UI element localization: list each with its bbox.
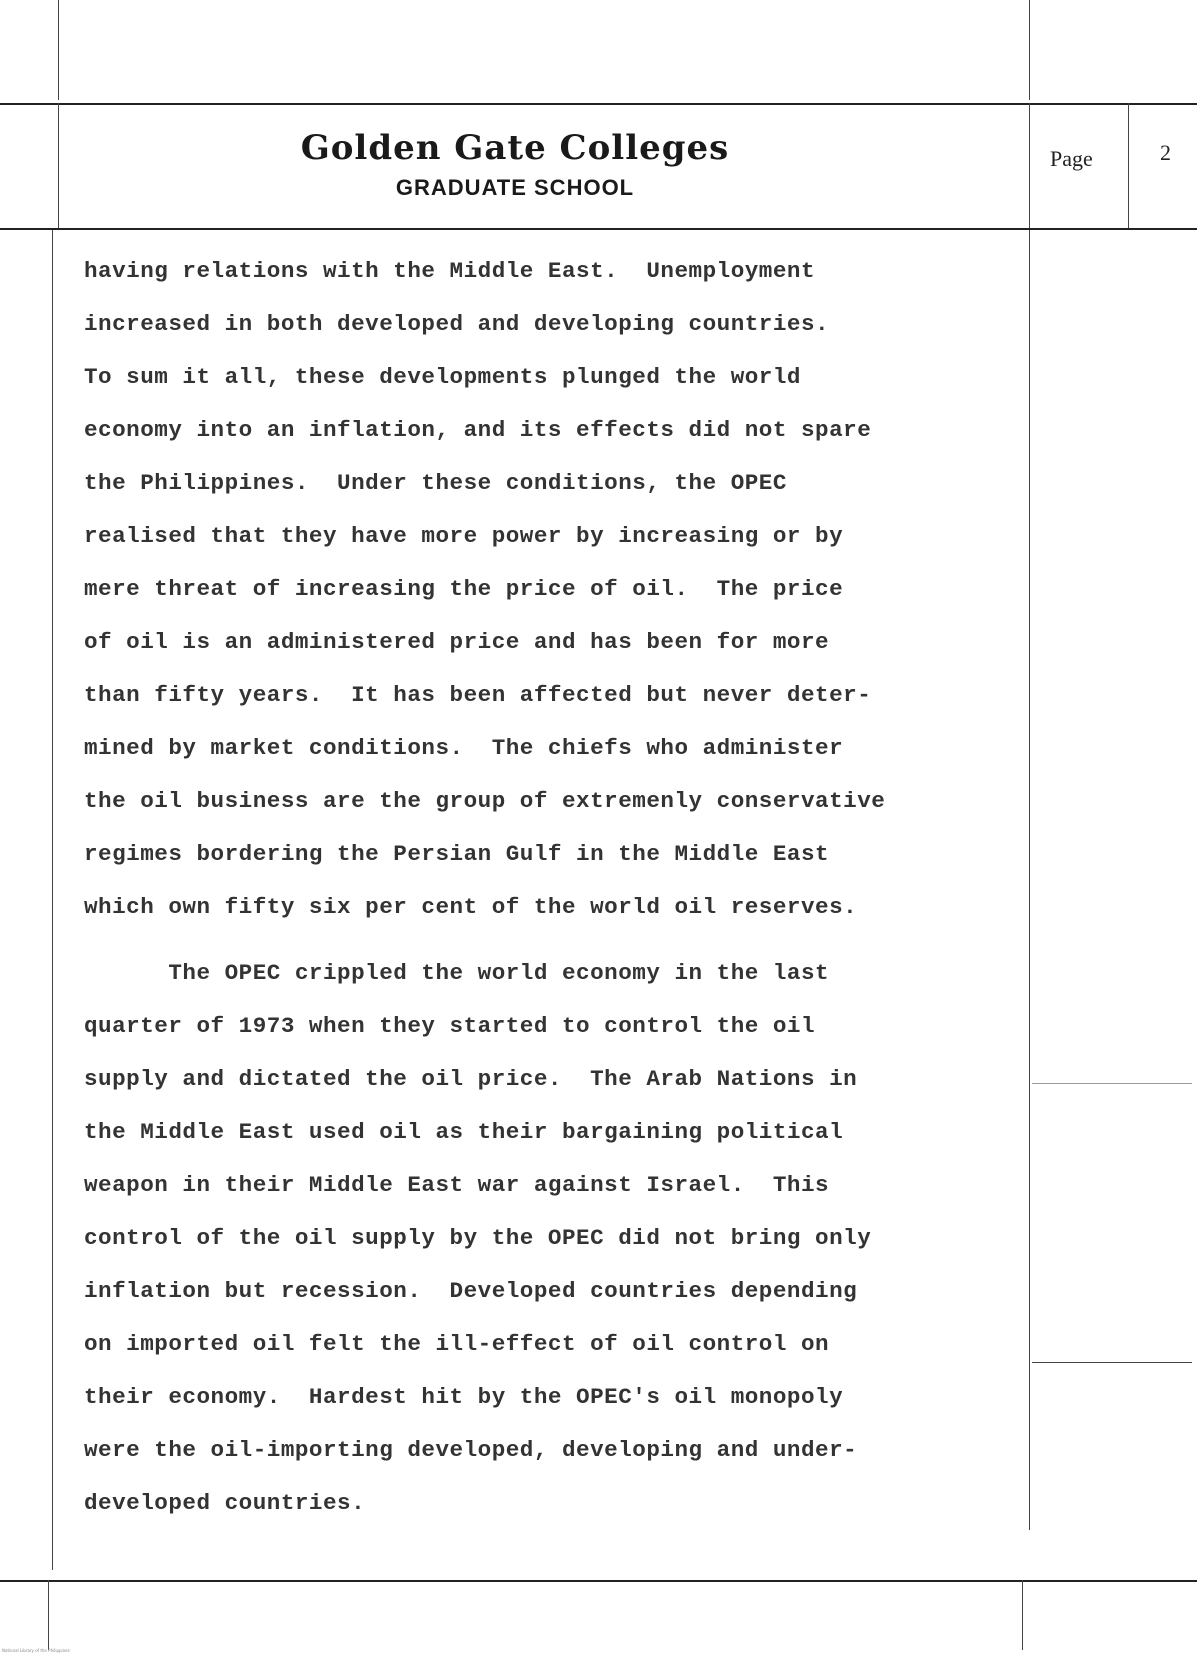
- microfilm-note: National Library of the Philippines: [2, 1648, 70, 1653]
- page-number: 2: [1160, 140, 1171, 165]
- body-line: than fifty years. It has been affected but never deter-: [84, 682, 872, 708]
- body-line: on imported oil felt the ill-effect of oil control on: [84, 1331, 830, 1357]
- body-line: mined by market conditions. The chiefs who administer: [84, 735, 844, 761]
- body-line: regimes bordering the Persian Gulf in the Middle East: [84, 841, 830, 867]
- body-line: inflation but recession. Developed countries depending: [84, 1278, 858, 1304]
- body-line: control of the oil supply by the OPEC did not bring only: [84, 1225, 872, 1251]
- body-line: of oil is an administered price and has been for more: [84, 629, 830, 655]
- body-line: supply and dictated the oil price. The Arab Nations in: [84, 1066, 858, 1092]
- body-line: the Philippines. Under these conditions, the OPEC: [84, 470, 787, 496]
- body-line: To sum it all, these developments plunged the world: [84, 364, 801, 390]
- body-line: economy into an inflation, and its effects did not spare: [84, 417, 872, 443]
- body-line: quarter of 1973 when they started to control the oil: [84, 1013, 816, 1039]
- body-line: increased in both developed and developing countries.: [84, 311, 830, 337]
- body-line: were the oil-importing developed, developing and under-: [84, 1437, 858, 1463]
- school-name: GRADUATE SCHOOL: [395, 175, 635, 200]
- body-line: realised that they have more power by increasing or by: [84, 523, 844, 549]
- body-line: The OPEC crippled the world economy in the last: [84, 960, 830, 986]
- body-line: mere threat of increasing the price of oil. The price: [84, 576, 844, 602]
- body-line: the Middle East used oil as their bargaining political: [84, 1119, 844, 1145]
- body-line: the oil business are the group of extremenly conservative: [84, 788, 886, 814]
- body-line: developed countries.: [84, 1490, 366, 1516]
- page-label: Page: [1050, 146, 1093, 171]
- body-line: which own fifty six per cent of the world oil reserves.: [84, 894, 858, 920]
- institution-name: Golden Gate Colleges: [300, 128, 730, 168]
- body-line: weapon in their Middle East war against Israel. This: [84, 1172, 830, 1198]
- body-line: their economy. Hardest hit by the OPEC's oil monopoly: [84, 1384, 844, 1410]
- body-line: having relations with the Middle East. Unemployment: [84, 258, 816, 284]
